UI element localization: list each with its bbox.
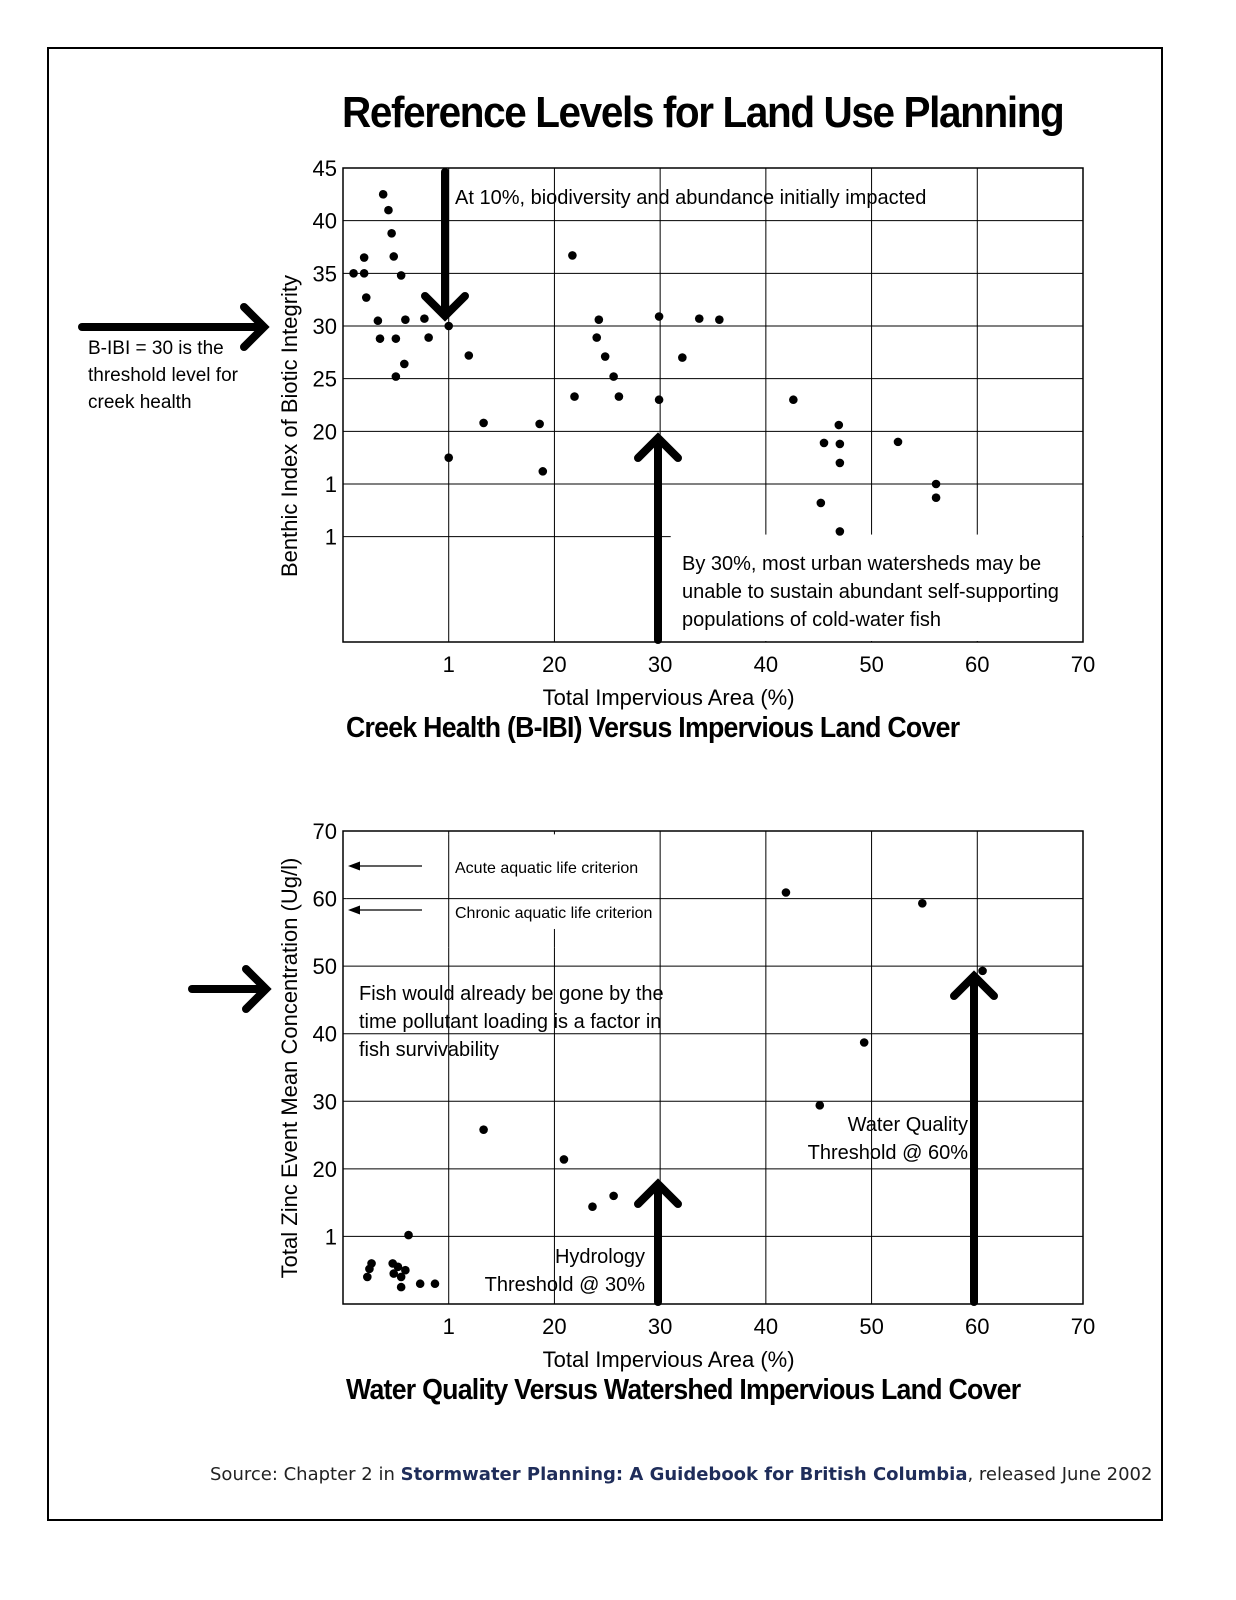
- chart1-data-point: [465, 351, 474, 360]
- chart1-data-point: [392, 372, 401, 381]
- chart1-data-point: [392, 334, 401, 343]
- chart2-y-tick-label: 20: [312, 1156, 337, 1182]
- chart1-x-tick-label: 30: [647, 652, 673, 677]
- page-title: Reference Levels for Land Use Planning: [342, 88, 1064, 137]
- chart1-data-point: [389, 252, 398, 261]
- chart2-data-point: [363, 1273, 372, 1282]
- chart1-data-point: [360, 269, 369, 278]
- chart1-data-point: [535, 420, 544, 429]
- chart2-x-tick-label: 70: [1070, 1314, 1096, 1339]
- chart1-data-point: [400, 360, 409, 369]
- chart2-data-point: [588, 1202, 597, 1211]
- chart2-data-point: [978, 967, 987, 976]
- chart1-y-tick-label: 1: [324, 472, 337, 497]
- chart1-annotation-10pct: At 10%, biodiversity and abundance initially impacted: [455, 187, 927, 209]
- chart2-y-tick-label: 1: [324, 1224, 337, 1250]
- chart2-data-point: [394, 1263, 403, 1272]
- chart2-data-point: [416, 1279, 425, 1288]
- chart2-y-tick-label: 40: [312, 1021, 337, 1047]
- chart2-data-point: [397, 1283, 406, 1292]
- chart1-data-point: [424, 333, 433, 342]
- chart2-fish-note-line: time pollutant loading is a factor in: [359, 1011, 662, 1033]
- chart2-y-axis-label: Total Zinc Event Mean Concentration (Ug/l): [277, 857, 302, 1279]
- chart1-data-point: [397, 271, 406, 280]
- chart1-data-point: [835, 421, 844, 430]
- chart1-data-point: [387, 229, 396, 238]
- chart1-annotation-30pct-line: By 30%, most urban watersheds may be: [682, 553, 1042, 575]
- chart1-y-tick-label: 20: [312, 419, 337, 445]
- chart2-arrow-water-quality: [954, 976, 994, 1302]
- chart2-hydrology-threshold-label: [485, 1246, 646, 1296]
- chart2-x-tick-label: 30: [647, 1314, 673, 1339]
- chart1-data-point: [836, 459, 845, 468]
- chart2-x-tick-label: 40: [753, 1314, 779, 1339]
- source-book-title: Stormwater Planning: A Guidebook for British Columbia: [400, 1464, 968, 1485]
- chart2-y-tick-label: 50: [312, 954, 337, 980]
- chart1-data-point: [401, 315, 410, 324]
- chart1-data-point: [894, 438, 903, 447]
- bibi-threshold-note: B-IBI = 30 is the threshold level for creek health: [88, 338, 238, 413]
- chart2-x-tick-label: 1: [442, 1314, 455, 1339]
- chart1-x-tick-label: 1: [442, 652, 455, 677]
- chart1-arrow-threshold: [82, 307, 264, 347]
- chart1-data-point: [932, 493, 941, 502]
- chart1-data-point: [570, 392, 579, 401]
- chart1-x-tick-label: 60: [965, 652, 990, 677]
- chart2-data-point: [609, 1192, 618, 1201]
- chart2-x-tick-label: 50: [859, 1314, 884, 1339]
- chart2-y-tick-label: 30: [312, 1089, 337, 1115]
- chart1-y-tick-label: 1: [324, 524, 337, 550]
- chart1-data-point: [384, 206, 393, 215]
- chart1-data-point: [715, 315, 724, 324]
- chart2-fish-note-line: Fish would already be gone by the: [359, 983, 664, 1005]
- chart1-data-point: [349, 269, 358, 278]
- chart2-y-tick-label: 70: [312, 819, 337, 844]
- chart1-data-point: [820, 439, 829, 448]
- chart2-water-quality-threshold-label-line: Threshold @ 60%: [807, 1142, 968, 1164]
- chart1-y-tick-label: 35: [312, 261, 337, 287]
- chart1-data-point: [592, 333, 601, 342]
- chart1-data-point: [379, 190, 388, 199]
- chart2-x-tick-label: 20: [542, 1314, 567, 1339]
- chart1-title: Creek Health (B-IBI) Versus Impervious Land Cover: [346, 712, 960, 744]
- chart2-x-axis-label: Total Impervious Area (%): [542, 1347, 795, 1372]
- chart1-data-point: [420, 314, 429, 323]
- chart1-data-point: [568, 251, 577, 260]
- chart2-water-quality-threshold-label: [808, 1114, 969, 1164]
- chart2-arrow-left: [192, 969, 266, 1009]
- chart2-data-point: [782, 888, 791, 897]
- chart1-data-point: [932, 480, 941, 489]
- chart1-x-tick-label: 50: [859, 652, 884, 677]
- chart1-data-point: [615, 392, 624, 401]
- chart1-x-tick-label: 20: [542, 652, 567, 677]
- chart1-data-point: [539, 467, 548, 476]
- chart1-data-point: [655, 312, 664, 321]
- chart2-criterion-box-bg: [346, 834, 658, 947]
- chart2-water-quality-threshold-label-line: Water Quality: [847, 1114, 968, 1136]
- chart1-y-tick-label: 25: [312, 366, 337, 392]
- chart1-data-point: [836, 527, 845, 536]
- chart2-acute-criterion-label: Acute aquatic life criterion: [455, 860, 639, 877]
- chart1-data-point: [479, 419, 488, 428]
- chart2-data-point: [479, 1125, 488, 1134]
- chart1-y-tick-label: 30: [312, 314, 337, 339]
- chart2-data-point: [560, 1155, 569, 1164]
- chart1-y-tick-label: 40: [312, 208, 337, 234]
- chart1-annotation-30pct-line: populations of cold-water fish: [682, 609, 942, 631]
- chart2-data-point: [404, 1231, 413, 1240]
- source-suffix: , released June 2002: [967, 1464, 1153, 1485]
- chart1-data-point: [678, 353, 687, 362]
- chart1-data-point: [444, 453, 453, 462]
- source-prefix: Source: Chapter 2 in: [210, 1464, 401, 1485]
- chart1-x-tick-label: 70: [1070, 652, 1096, 677]
- chart1-data-point: [609, 372, 618, 381]
- chart1-data-point: [360, 253, 369, 262]
- chart1-annotation-30pct-line: unable to sustain abundant self-supporting: [682, 581, 1059, 603]
- chart1-data-point: [817, 499, 826, 508]
- chart2-chronic-criterion-label: Chronic aquatic life criterion: [455, 905, 653, 922]
- chart1-y-tick-label: 45: [312, 156, 337, 181]
- chart2-y-tick-label: 60: [312, 886, 337, 912]
- chart2-data-point: [367, 1259, 376, 1268]
- chart2-data-point: [401, 1266, 410, 1275]
- chart1-data-point: [655, 395, 664, 404]
- chart1-x-axis-label: Total Impervious Area (%): [542, 685, 795, 710]
- chart1-data-point: [695, 314, 704, 323]
- chart2-hydrology-threshold-label-line: Threshold @ 30%: [484, 1274, 645, 1296]
- chart2-data-point: [918, 899, 927, 908]
- chart1-data-point: [836, 440, 845, 449]
- chart2-data-point: [431, 1279, 440, 1288]
- chart2-title: Water Quality Versus Watershed Impervious Land Cover: [346, 1374, 1021, 1406]
- chart1-data-point: [789, 395, 798, 404]
- chart1-data-point: [374, 316, 383, 325]
- chart1-data-point: [362, 293, 371, 302]
- chart1-data-point: [444, 322, 453, 331]
- chart2-x-tick-label: 60: [965, 1314, 990, 1339]
- chart2-data-point: [860, 1038, 869, 1047]
- chart2-fish-note-line: fish survivability: [359, 1039, 500, 1061]
- chart2-data-point: [815, 1101, 824, 1110]
- chart1-data-point: [595, 315, 604, 324]
- chart2-hydrology-threshold-label-line: Hydrology: [554, 1246, 645, 1268]
- chart1-y-axis-label: Benthic Index of Biotic Integrity: [277, 274, 302, 578]
- chart1-data-point: [601, 352, 610, 361]
- chart1-data-point: [376, 334, 385, 343]
- chart1-x-tick-label: 40: [753, 652, 779, 677]
